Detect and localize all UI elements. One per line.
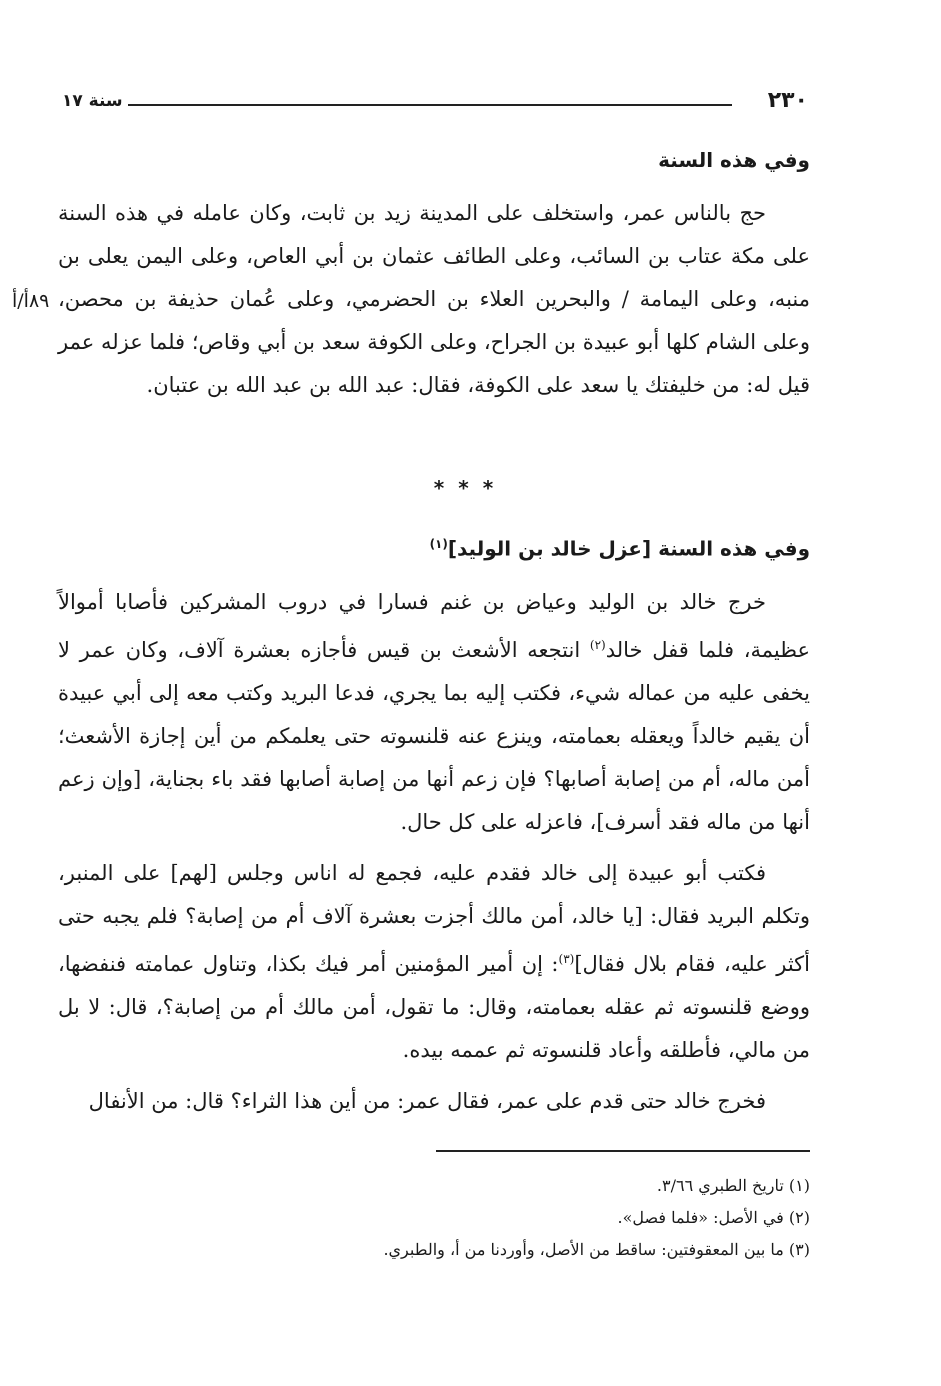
section-heading	[58, 524, 810, 569]
section-khalid-dismissal	[58, 524, 810, 1123]
margin-folio-note: ٨٩أ/أ	[12, 290, 50, 312]
paragraph	[58, 581, 810, 844]
paragraph: فخرج خالد حتى قدم على عمر، فقال عمر: من أين هذا الثراء؟ قال: من الأنفال	[88, 1088, 766, 1113]
paragraph-text: خرج خالد بن الوليد وعياض بن غنم فسارا في دروب المشركين فأصابا أموالاً عظيمة، فلما قفل خالد	[58, 589, 810, 662]
paragraph-text: : إن أمير المؤمنين أمر فيك بكذا، وتناول عمامته فنفضها، ووضع قلنسوته ثم عقله بعمامته، وقال: ما تقول، أمن مالك أم من إصابة؟، قال: لا بل من مالي، فأطلقه وأعاد قلنسوته ثم عممه بيده.	[58, 951, 810, 1062]
footnote-ref: (٢)	[589, 637, 606, 652]
section-heading: وفي هذه السنة	[658, 148, 810, 172]
footnote-ref: (٣)	[558, 951, 575, 966]
page-number: ٢٣٠	[767, 88, 808, 113]
footnote: (٣) ما بين المعقوفتين: ساقط من الأصل، وأوردنا من أ، والطبري.	[383, 1240, 810, 1259]
section-ornament: ***	[433, 476, 508, 500]
section-heading-text: وفي هذه السنة [عزل خالد بن الوليد]	[447, 536, 810, 561]
paragraph	[58, 852, 810, 1072]
running-header-year: سنة ١٧	[62, 91, 123, 111]
footnote: (٢) في الأصل: «فلما فصل».	[617, 1208, 810, 1227]
footnote-ref: (١)	[429, 537, 448, 551]
running-header	[62, 86, 808, 120]
footnote: (١) تاريخ الطبري ٣/٦٦.	[656, 1176, 810, 1195]
paragraph-text: فكتب أبو عبيدة إلى خالد فقدم عليه، فجمع له اناس وجلس [لهم] على المنبر، وتكلم البريد فقال: [يا خالد، أمن مالك أجزت بعشرة آلاف أم من إصابة؟ فلم يجبه حتى أكثر عليه، فقام بلال فقال]	[58, 860, 810, 976]
footnotes	[240, 1170, 810, 1266]
paragraph-text: انتجعه الأشعث بن قيس فأجازه بعشرة آلاف، وكان عمر لا يخفى عليه من عماله شيء، فكتب إليه بما يجري، فدعا البريد وكتب معه إلى أبي عبيدة أن يقيم خالداً ويعقله بعمامته، وينزع عنه قلنسوته حتى يعلمكم من أين إجازة الأشعث؛ أمن ماله، أم من إصابة أصابها؟ فإن زعم أنها من إصابة أصابها فقد باء بجناية، [وإن زعم أنها من ماله فقد أسرف]، فاعزله على كل حال.	[58, 637, 810, 834]
section-annual-appointments	[58, 140, 810, 407]
footnote-rule	[436, 1150, 810, 1152]
header-rule	[128, 104, 732, 106]
paragraph: حج بالناس عمر، واستخلف على المدينة زيد بن ثابت، وكان عامله في هذه السنة على مكة عتاب بن السائب، وعلى الطائف عثمان بن أبي العاص، وعلى اليمن يعلى بن منبه، وعلى اليمامة / والبحرين العلاء بن الحضرمي، وعلى عُمان حذيفة بن محصن، وعلى الشام كلها أبو عبيدة بن الجراح، وعلى الكوفة سعد بن أبي وقاص؛ فلما عزله عمر قيل له: من خليفتك يا سعد على الكوفة، فقال: عبد الله بن عبد الله بن عتبان.	[58, 201, 810, 397]
